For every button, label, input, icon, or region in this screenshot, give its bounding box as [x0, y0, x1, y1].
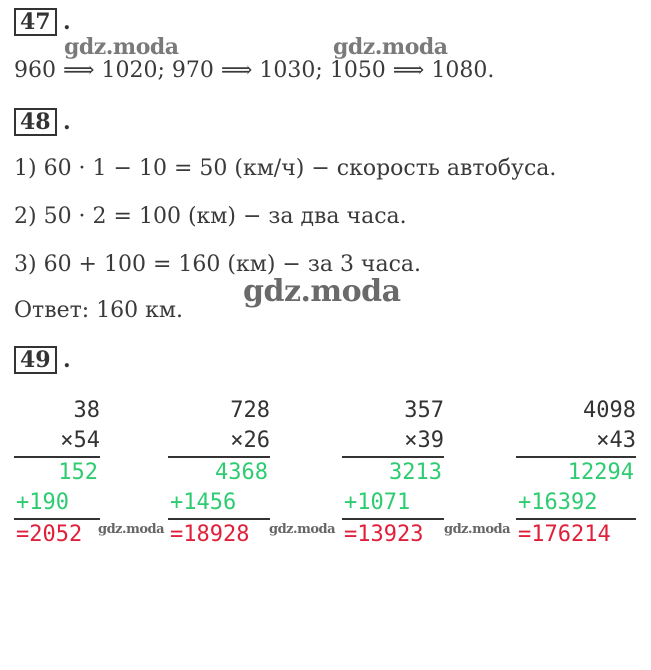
multiplication-column-1: [14, 396, 100, 550]
watermark: gdz.moda: [269, 522, 336, 537]
factor-1: 38: [73, 398, 100, 423]
factor-2: ×39: [404, 428, 444, 453]
factor-1: 728: [230, 398, 270, 423]
watermark: gdz.moda: [444, 522, 511, 537]
partial-product-1: 4368: [215, 460, 268, 485]
watermark: gdz.moda: [64, 34, 179, 60]
watermark: gdz.moda: [333, 34, 448, 60]
product-result: =18928: [170, 522, 250, 547]
watermark: gdz.moda: [98, 522, 165, 537]
multiplication-column-3: [342, 396, 444, 550]
multiplication-column-2: [168, 396, 270, 550]
task-48-step-3: 3) 60 + 100 = 160 (км) − за 3 часа.: [14, 252, 422, 277]
task-48-number-dot: .: [63, 109, 71, 135]
product-result: =176214: [518, 522, 611, 547]
partial-product-2: +16392: [518, 490, 598, 515]
partial-product-2: +1071: [344, 490, 411, 515]
task-47-answer: 960 ⟹ 1020; 970 ⟹ 1030; 1050 ⟹ 1080.: [14, 58, 495, 83]
partial-product-1: 152: [58, 460, 98, 485]
product-result: =13923: [344, 522, 424, 547]
partial-product-2: +1456: [170, 490, 237, 515]
factor-1: 357: [404, 398, 444, 423]
watermark: gdz.moda: [243, 274, 401, 309]
factor-1: 4098: [583, 398, 636, 423]
task-48-answer: Ответ: 160 км.: [14, 298, 184, 323]
task-48-step-2: 2) 50 · 2 = 100 (км) − за два часа.: [14, 204, 407, 229]
factor-2: ×54: [60, 428, 100, 453]
partial-product-1: 3213: [389, 460, 442, 485]
task-48-step-1: 1) 60 · 1 − 10 = 50 (км/ч) − скорость автобуса.: [14, 156, 557, 181]
task-49-number-dot: .: [63, 347, 71, 373]
task-48-number: 48: [14, 108, 57, 136]
partial-product-2: +190: [16, 490, 69, 515]
task-47-number: 47: [14, 8, 57, 36]
partial-product-1: 12294: [567, 460, 634, 485]
multiplication-column-4: [516, 396, 636, 550]
factor-2: ×43: [596, 428, 636, 453]
task-47-number-dot: .: [63, 9, 71, 35]
product-result: =2052: [16, 522, 83, 547]
task-49-number: 49: [14, 346, 57, 374]
factor-2: ×26: [230, 428, 270, 453]
